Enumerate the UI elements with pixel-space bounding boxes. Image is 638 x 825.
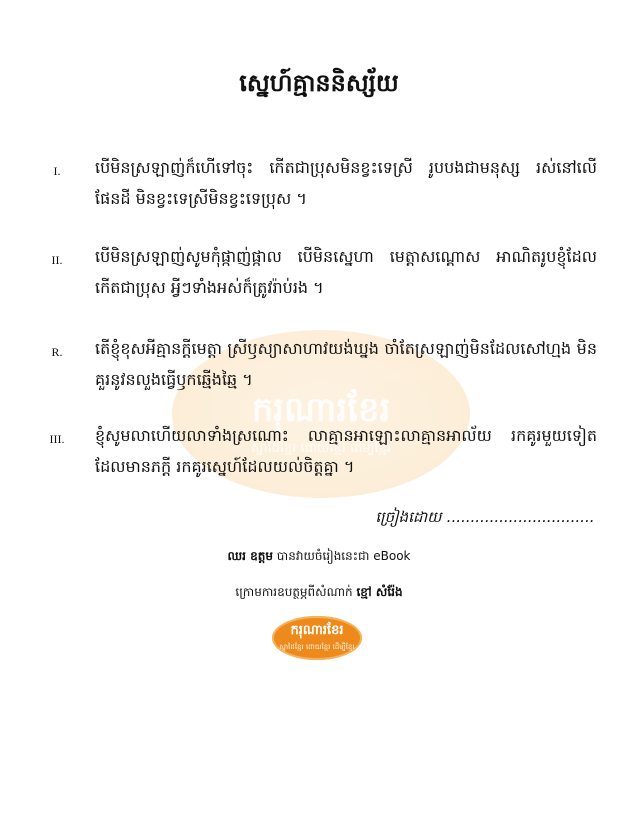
sponsor-prefix: ក្រោមការឧបត្ថម្ភពីសំណាក់ bbox=[235, 585, 357, 599]
signature-line: ច្រៀងដោយ ............................... bbox=[375, 508, 594, 526]
watermark-text: ករុណារខែរ bbox=[251, 390, 391, 430]
typist-note: បានវាយចំរៀងនេះជា eBook bbox=[272, 549, 411, 563]
verse-number: II. bbox=[51, 253, 63, 267]
credit-sponsor bbox=[0, 584, 638, 602]
sponsor-name: ខ្មៅ សំរ៉ែង bbox=[356, 585, 403, 599]
verse-text: តើខ្ញុំខុសអីគ្មានក្ដីមេត្តា ស្រីឫស្យាសាហាវយង់ឃ្នង ចាំតែស្រឡាញ់មិនដែលសៅហ្មង មិនគួរនូវនលួងធ្វើឫកឆ្មើងឆ្មៃ ។ bbox=[95, 339, 597, 389]
watermark-subtext: ស្នាដៃខ្មែរ ដោយខ្មែរ ដើម្បីខ្មែរ bbox=[250, 441, 392, 456]
verse-number: III. bbox=[49, 432, 65, 446]
logo-subtext: ស្នាដៃខ្មែរ ដោយខ្មែរ ដើម្បីខ្មែរ bbox=[279, 643, 355, 651]
verse-text: បើមិនស្រឡាញ់សូមកុំផ្កាញ់ផ្កាល បើមិនស្នេហា មេត្តាសណ្ដោស អាណិតរូបខ្ញុំដែលកើតជាប្រុស អ្វីៗទាំងអស់ក៏ត្រូវរ៉ាប់រង ។ bbox=[95, 247, 597, 297]
verse-text: ខ្ញុំសូមលាហើយលាទាំងស្រណោះ លាគ្មានអាឡោះលាគ្មានអាល័យ រកគូរមួយទៀតដែលមានភក្ដី រកគូរស្នេហ៍ដែលយល់ចិត្តគ្នា ។ bbox=[95, 426, 597, 476]
verse-text: បើមិនស្រឡាញ់ក៏ហើទៅចុះ កើតជាប្រុសមិនខ្វះទេស្រី រូបបងជាមនុស្ស រស់នៅលើផែនដី មិនខ្វះទេស្រីមិនខ្វះទេប្រុស ។ bbox=[95, 158, 597, 208]
page-title: ស្នេហ៍គ្មាននិស្ស័យ bbox=[239, 68, 399, 97]
publisher-logo bbox=[272, 616, 362, 660]
verse-number: I. bbox=[53, 164, 61, 178]
verse-number: R. bbox=[51, 345, 63, 359]
logo-text: ករុណារខែរ bbox=[290, 623, 344, 638]
credit-typist bbox=[0, 548, 638, 566]
typist-name: ឈរ ឧត្តម bbox=[227, 549, 273, 563]
